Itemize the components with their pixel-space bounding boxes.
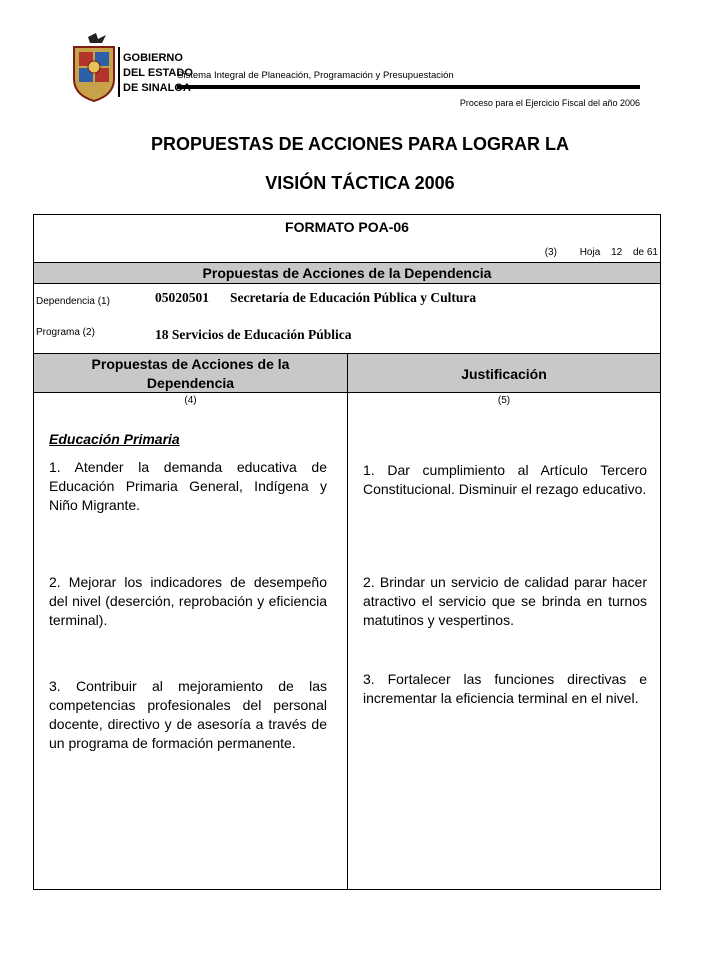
- eagle-icon: [88, 33, 106, 43]
- dependencia-name: Secretaría de Educación Pública y Cultura: [230, 290, 477, 305]
- sheet-ref: (3): [544, 247, 557, 258]
- page-title-line1: PROPUESTAS DE ACCIONES PARA LOGRAR LA: [150, 134, 570, 154]
- justification-column-number: (5): [497, 395, 511, 406]
- page-title-line2: VISIÓN TÁCTICA 2006: [265, 173, 455, 193]
- dependencia-code: 05020501: [155, 290, 209, 305]
- sheet-number: 12: [611, 247, 623, 258]
- level-subheading: Educación Primaria: [49, 431, 180, 447]
- logo-text-line2: DEL ESTADO: [123, 67, 193, 79]
- government-logo: [68, 33, 193, 103]
- sheet-info: [537, 247, 658, 258]
- logo-text-line1: GOBIERNO: [123, 52, 183, 64]
- logo-text-line3: DE SINALOA: [123, 82, 191, 94]
- process-note: Proceso para el Ejercicio Fiscal del año 2006: [459, 98, 640, 108]
- actions-header-line1: Propuestas de Acciones de la: [91, 356, 290, 372]
- section-title: Propuestas de Acciones de la Dependencia: [202, 265, 492, 281]
- justification-item: 3. Fortalecer las funciones directivas e incrementar la eficiencia terminal en el nivel.: [363, 671, 647, 706]
- dependencia-label: Dependencia (1): [36, 296, 110, 307]
- format-label: FORMATO POA-06: [285, 219, 409, 235]
- sheet-total: de 61: [632, 247, 658, 258]
- sheet-label: Hoja: [579, 247, 601, 258]
- justification-item: 1. Dar cumplimiento al Artículo Tercero Constitucional. Disminuir el rezago educativo.: [363, 462, 647, 497]
- action-item: 3. Contribuir al mejoramiento de las competencias profesionales del personal docente, directivo y de asesoría a través de un programa de formación permanente.: [49, 678, 327, 751]
- column-divider: [347, 354, 348, 889]
- action-item: 1. Atender la demanda educativa de Educación Primaria General, Indígena y Niño Migrante.: [49, 459, 327, 513]
- actions-column-number: (4): [184, 395, 197, 406]
- programa-label: Programa (2): [36, 327, 95, 338]
- justification-item: 2. Brindar un servicio de calidad parar hacer atractivo el servicio que se brinda en turnos matutinos y vespertinos.: [363, 574, 647, 628]
- divider: [33, 283, 661, 284]
- programa-value: 18 Servicios de Educación Pública: [155, 327, 352, 342]
- actions-column-header: [34, 355, 347, 393]
- actions-header-line2: Dependencia: [146, 375, 235, 391]
- header-divider: [177, 85, 640, 89]
- action-item: 2. Mejorar los indicadores de desempeño del nivel (deserción, reprobación y eficiencia terminal).: [49, 574, 327, 628]
- justification-column-header: Justificación: [461, 366, 547, 382]
- system-name: Sistema Integral de Planeación, Programación y Presupuestación: [177, 70, 454, 81]
